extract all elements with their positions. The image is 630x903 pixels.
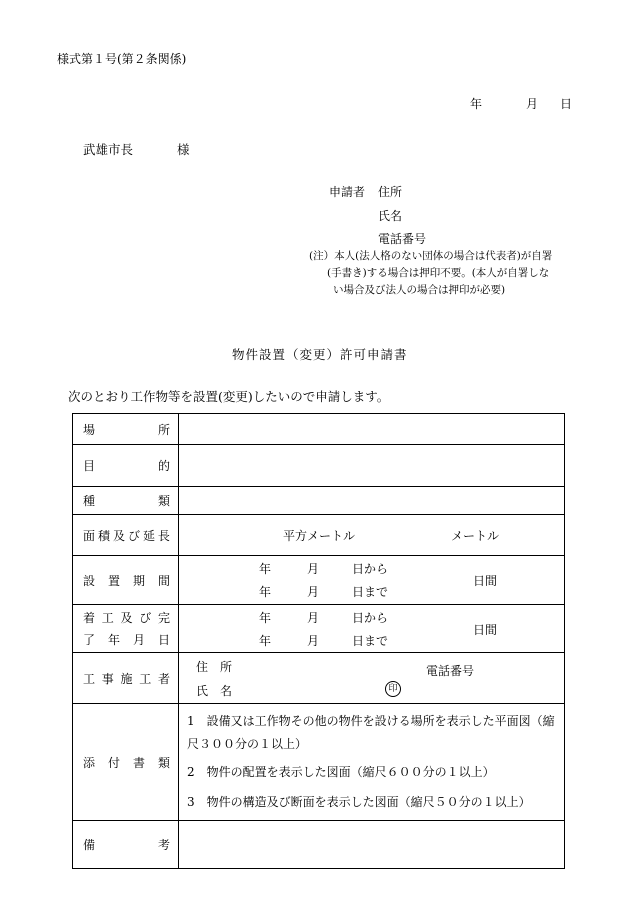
seal-mark-icon: 印	[385, 681, 401, 697]
construction-field[interactable]: 年 月 日から 年 月 日まで 日間	[179, 605, 565, 653]
attachment-item: 尺３００分の１以上）	[187, 737, 308, 751]
area-label: 面 積 及 び 延 長	[73, 515, 179, 556]
attachment-item: 3 物件の構造及び断面を表示した図面（縮尺５０分の１以上）	[187, 795, 531, 809]
location-field[interactable]	[179, 414, 565, 445]
construction-to: 日まで	[352, 634, 389, 648]
area-unit-sqm: 平方メートル	[283, 529, 356, 543]
applicant-phone-label: 電話番号	[378, 232, 427, 246]
seal-note-line: (注）本人(法人格のない団体の場合は代表者)が自署	[309, 250, 553, 262]
date-line	[470, 95, 572, 112]
length-unit-m: メートル	[451, 529, 500, 543]
contractor-phone-label: 電話番号	[426, 664, 475, 678]
period-label: 設 置 期 間	[73, 556, 179, 605]
addressee	[83, 140, 190, 158]
period-to: 日まで	[352, 585, 389, 599]
row-attachments	[73, 704, 565, 821]
contractor-field[interactable]	[179, 653, 565, 704]
intro-text: 次のとおり工作物等を設置(変更)したいので申請します。	[68, 389, 390, 404]
attachment-item: 1 設備又は工作物その他の物件を設ける場所を表示した平面図（縮	[187, 714, 555, 728]
attachments-label: 添 付 書 類	[73, 704, 179, 821]
date-year: 年	[470, 97, 483, 111]
area-field[interactable]	[179, 515, 565, 556]
type-field[interactable]	[179, 487, 565, 515]
period-field[interactable]: 年 月 日から 年 月 日まで 日間	[179, 556, 565, 605]
row-period	[73, 556, 565, 605]
contractor-name-label: 氏 名	[196, 684, 233, 698]
row-construction	[73, 605, 565, 653]
remarks-field[interactable]	[179, 821, 565, 869]
document-title: 物件設置（変更）許可申請書	[232, 347, 408, 362]
contractor-address-label: 住 所	[196, 660, 233, 674]
period-from: 日から	[352, 562, 389, 576]
attachments-field	[179, 704, 565, 821]
row-area	[73, 515, 565, 556]
purpose-label: 目 的	[73, 445, 179, 487]
addressee-name: 武雄市長	[83, 142, 134, 157]
attachment-item: 2 物件の配置を表示した図面（縮尺６００分の１以上）	[187, 765, 495, 779]
seal-note-line: い場合及び法人の場合は押印が必要)	[333, 284, 506, 296]
row-remarks	[73, 821, 565, 869]
seal-note	[309, 248, 559, 299]
row-contractor	[73, 653, 565, 704]
row-purpose	[73, 445, 565, 487]
type-label: 種 類	[73, 487, 179, 515]
seal-note-line: (手書き)する場合は押印不要。(本人が自署しな	[327, 267, 550, 279]
purpose-field[interactable]	[179, 445, 565, 487]
remarks-label: 備 考	[73, 821, 179, 869]
construction-label: 着 工 及 び 完 了 年 月 日	[73, 605, 179, 653]
application-table	[72, 413, 565, 869]
contractor-label: 工 事 施 工 者	[73, 653, 179, 704]
form-number: 様式第１号(第２条関係)	[57, 52, 187, 66]
applicant-name-label: 氏名	[378, 209, 403, 223]
addressee-suffix: 様	[177, 142, 190, 157]
construction-days: 日間	[473, 623, 498, 637]
row-type	[73, 487, 565, 515]
construction-from: 日から	[352, 611, 389, 625]
location-label: 場 所	[73, 414, 179, 445]
row-location	[73, 414, 565, 445]
applicant-label: 申請者	[329, 185, 366, 199]
applicant-address-label: 住所	[378, 185, 403, 199]
period-days: 日間	[473, 574, 498, 588]
date-month: 月	[526, 97, 539, 111]
date-day: 日	[560, 97, 573, 111]
